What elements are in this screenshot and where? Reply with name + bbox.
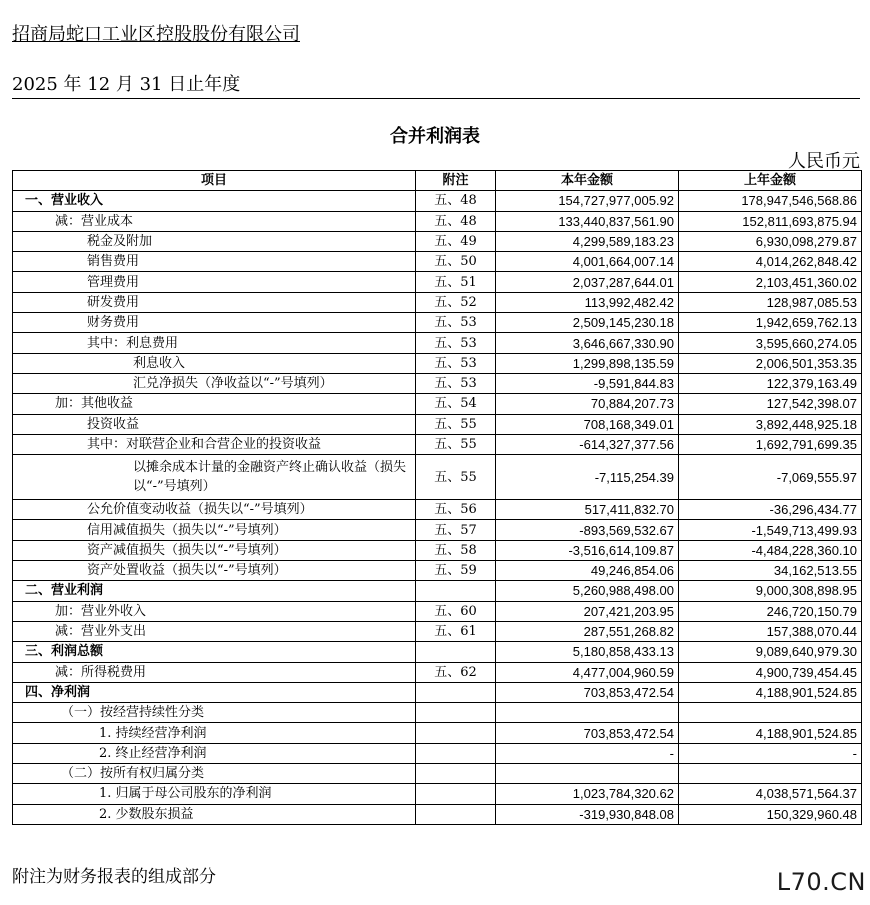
row-item-label: 加：营业外收入 [13,601,416,621]
row-current-amount: -614,327,377.56 [496,434,679,454]
row-note-ref: 五、62 [416,662,496,682]
table-row [13,764,862,784]
row-prior-amount: - [679,743,862,763]
table-row [13,434,862,454]
table-row [13,520,862,540]
row-item-label: 信用减值损失（损失以“-”号填列） [13,520,416,540]
row-item-label: 管理费用 [13,272,416,292]
row-prior-amount: 4,900,739,454.45 [679,662,862,682]
column-header-current-year: 本年金额 [496,171,679,191]
row-item-label: 资产处置收益（损失以“-”号填列） [13,561,416,581]
row-current-amount: 70,884,207.73 [496,394,679,414]
row-item-label: 公允价值变动收益（损失以“-”号填列） [13,500,416,520]
row-prior-amount: 3,892,448,925.18 [679,414,862,434]
row-note-ref: 五、48 [416,211,496,231]
row-prior-amount: -36,296,434.77 [679,500,862,520]
table-row [13,252,862,272]
currency-label: 人民币元 [788,151,860,172]
table-row [13,373,862,393]
table-row [13,211,862,231]
table-body [13,191,862,825]
row-note-ref [416,804,496,824]
row-note-ref: 五、57 [416,520,496,540]
row-prior-amount: 9,089,640,979.30 [679,642,862,662]
table-row [13,723,862,743]
table-row [13,662,862,682]
table-row [13,682,862,702]
watermark-logo: L70.CN [776,868,866,896]
row-item-label: 2. 终止经营净利润 [13,743,416,763]
row-prior-amount: 4,038,571,564.37 [679,784,862,804]
row-item-label: 汇兑净损失（净收益以“-”号填列） [13,373,416,393]
table-row [13,455,862,500]
row-prior-amount: 4,014,262,848.42 [679,252,862,272]
row-note-ref [416,581,496,601]
row-note-ref: 五、55 [416,455,496,500]
table-row [13,581,862,601]
row-current-amount: -7,115,254.39 [496,455,679,500]
row-note-ref: 五、53 [416,373,496,393]
row-item-label: 研发费用 [13,292,416,312]
row-current-amount: 287,551,268.82 [496,621,679,641]
row-current-amount: 5,260,988,498.00 [496,581,679,601]
row-current-amount: 708,168,349.01 [496,414,679,434]
row-prior-amount: 178,947,546,568.86 [679,191,862,211]
row-current-amount: 154,727,977,005.92 [496,191,679,211]
row-current-amount: -319,930,848.08 [496,804,679,824]
row-note-ref [416,743,496,763]
row-current-amount: 517,411,832.70 [496,500,679,520]
row-current-amount: 4,477,004,960.59 [496,662,679,682]
row-current-amount: 4,299,589,183.23 [496,231,679,251]
row-item-label: 加：其他收益 [13,394,416,414]
row-prior-amount: 157,388,070.44 [679,621,862,641]
row-prior-amount: 9,000,308,898.95 [679,581,862,601]
row-prior-amount: 122,379,163.49 [679,373,862,393]
table-row [13,804,862,824]
row-note-ref: 五、54 [416,394,496,414]
row-prior-amount: 2,006,501,353.35 [679,353,862,373]
row-note-ref: 五、60 [416,601,496,621]
row-note-ref: 五、59 [416,561,496,581]
row-item-label: 四、净利润 [13,682,416,702]
table-row [13,333,862,353]
row-current-amount [496,764,679,784]
row-note-ref: 五、53 [416,313,496,333]
row-prior-amount: 6,930,098,279.87 [679,231,862,251]
row-item-label: 减：营业成本 [13,211,416,231]
row-note-ref: 五、56 [416,500,496,520]
footer-note: 附注为财务报表的组成部分 [12,867,216,887]
row-note-ref [416,682,496,702]
row-item-label: 税金及附加 [13,231,416,251]
row-item-label: 三、利润总额 [13,642,416,662]
row-current-amount: 49,246,854.06 [496,561,679,581]
row-prior-amount: 128,987,085.53 [679,292,862,312]
row-note-ref: 五、50 [416,252,496,272]
row-note-ref: 五、55 [416,414,496,434]
table-row [13,743,862,763]
row-item-label: 减：营业外支出 [13,621,416,641]
row-prior-amount: 34,162,513.55 [679,561,862,581]
row-current-amount: 133,440,837,561.90 [496,211,679,231]
row-item-label: 销售费用 [13,252,416,272]
row-item-label: 1. 持续经营净利润 [13,723,416,743]
row-note-ref: 五、48 [416,191,496,211]
row-prior-amount: 4,188,901,524.85 [679,723,862,743]
row-note-ref: 五、49 [416,231,496,251]
row-prior-amount: 246,720,150.79 [679,601,862,621]
row-item-label: 资产减值损失（损失以“-”号填列） [13,540,416,560]
row-item-label: 二、营业利润 [13,581,416,601]
row-current-amount: - [496,743,679,763]
row-current-amount: 1,299,898,135.59 [496,353,679,373]
row-item-label: （二）按所有权归属分类 [13,764,416,784]
row-item-label: 利息收入 [13,353,416,373]
row-note-ref [416,723,496,743]
row-prior-amount: -4,484,228,360.10 [679,540,862,560]
row-item-label: 以摊余成本计量的金融资产终止确认收益（损失以“-”号填列） [13,455,416,500]
row-prior-amount: 2,103,451,360.02 [679,272,862,292]
row-prior-amount [679,764,862,784]
row-item-label: 一、营业收入 [13,191,416,211]
row-note-ref: 五、52 [416,292,496,312]
row-note-ref: 五、61 [416,621,496,641]
row-current-amount: 5,180,858,433.13 [496,642,679,662]
reporting-period: 2025 年 12 月 31 日止年度 [12,70,860,99]
statement-title: 合并利润表 [390,126,480,147]
table-row [13,561,862,581]
row-current-amount: 4,001,664,007.14 [496,252,679,272]
row-note-ref: 五、55 [416,434,496,454]
table-row [13,703,862,723]
row-item-label: 1. 归属于母公司股东的净利润 [13,784,416,804]
row-prior-amount: 150,329,960.48 [679,804,862,824]
row-note-ref: 五、53 [416,353,496,373]
row-note-ref: 五、58 [416,540,496,560]
row-item-label: 其中：对联营企业和合营企业的投资收益 [13,434,416,454]
row-current-amount: -3,516,614,109.87 [496,540,679,560]
row-current-amount: -9,591,844.83 [496,373,679,393]
table-header-row [13,171,862,191]
row-note-ref: 五、51 [416,272,496,292]
column-header-item: 项目 [13,171,416,191]
row-current-amount: 207,421,203.95 [496,601,679,621]
row-prior-amount: 127,542,398.07 [679,394,862,414]
row-current-amount: 113,992,482.42 [496,292,679,312]
row-current-amount [496,703,679,723]
row-prior-amount: -1,549,713,499.93 [679,520,862,540]
table-row [13,621,862,641]
row-note-ref [416,703,496,723]
table-row [13,414,862,434]
column-header-note: 附注 [416,171,496,191]
row-prior-amount [679,703,862,723]
row-note-ref [416,764,496,784]
row-prior-amount: 1,942,659,762.13 [679,313,862,333]
row-current-amount: -893,569,532.67 [496,520,679,540]
row-current-amount: 1,023,784,320.62 [496,784,679,804]
table-row [13,272,862,292]
row-prior-amount: 4,188,901,524.85 [679,682,862,702]
row-current-amount: 703,853,472.54 [496,723,679,743]
row-note-ref: 五、53 [416,333,496,353]
row-item-label: 其中：利息费用 [13,333,416,353]
table-row [13,540,862,560]
row-note-ref [416,784,496,804]
table-row [13,231,862,251]
table-row [13,642,862,662]
row-prior-amount: 152,811,693,875.94 [679,211,862,231]
column-header-prior-year: 上年金额 [679,171,862,191]
row-prior-amount: 1,692,791,699.35 [679,434,862,454]
row-current-amount: 2,509,145,230.18 [496,313,679,333]
row-current-amount: 2,037,287,644.01 [496,272,679,292]
table-row [13,601,862,621]
table-row [13,500,862,520]
row-item-label: 投资收益 [13,414,416,434]
table-row [13,353,862,373]
table-row [13,191,862,211]
income-statement-table [12,170,862,825]
table-row [13,313,862,333]
row-prior-amount: -7,069,555.97 [679,455,862,500]
row-current-amount: 3,646,667,330.90 [496,333,679,353]
company-name: 招商局蛇口工业区控股股份有限公司 [12,24,300,45]
row-note-ref [416,642,496,662]
row-item-label: （一）按经营持续性分类 [13,703,416,723]
table-row [13,292,862,312]
row-item-label: 财务费用 [13,313,416,333]
table-row [13,784,862,804]
table-row [13,394,862,414]
row-prior-amount: 3,595,660,274.05 [679,333,862,353]
row-item-label: 减：所得税费用 [13,662,416,682]
row-item-label: 2. 少数股东损益 [13,804,416,824]
row-current-amount: 703,853,472.54 [496,682,679,702]
